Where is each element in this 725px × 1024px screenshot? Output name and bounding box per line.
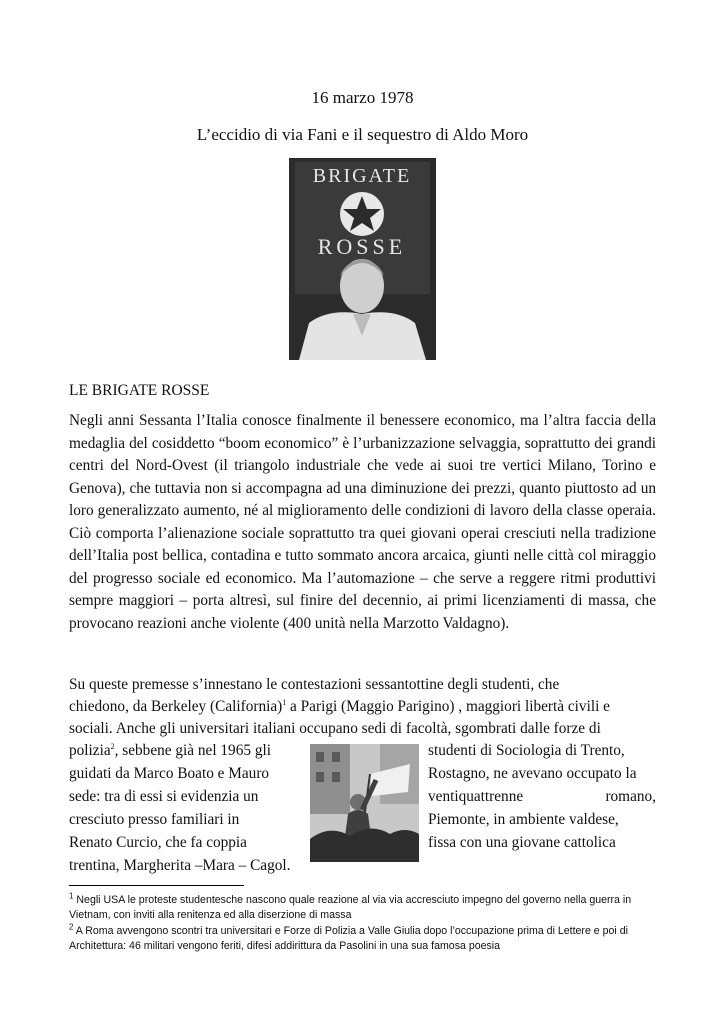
- left-col-line-6: trentina, Margherita –Mara – Cagol.: [69, 857, 291, 874]
- left-col-line-1b: , sebbene già nel 1965 gli: [114, 742, 271, 759]
- crowd-shape: [310, 828, 419, 862]
- aldo-moro-photo: [289, 158, 436, 360]
- banner-bottom-text: ROSSE: [317, 234, 407, 259]
- left-col-line-1a: polizia: [69, 742, 111, 759]
- paragraph-2-line-3-text: sociali. Anche gli universitari italiani occupano sedi di facoltà, sgombrati dalle forze di: [69, 720, 601, 737]
- footnote-divider: [69, 885, 244, 886]
- right-col-line-3: [428, 786, 656, 808]
- right-col-line-2: Rostagno, ne avevano occupato la: [428, 765, 637, 782]
- banner-top-text: BRIGATE: [312, 165, 412, 187]
- right-col-line-3b: romano,: [605, 788, 656, 805]
- section-heading: LE BRIGATE ROSSE: [69, 382, 210, 399]
- footnote-ref-1[interactable]: 1: [282, 697, 287, 707]
- paragraph-1: [69, 410, 656, 635]
- protest-photo: [310, 744, 419, 862]
- left-col-line-2: guidati da Marco Boato e Mauro: [69, 765, 270, 782]
- footnote-1-number: 1: [69, 891, 74, 901]
- paragraph-2-line-2b: a Parigi (Maggio Parigino) , maggiori libertà civili e: [286, 698, 610, 715]
- paragraph-2-line-2: [69, 696, 656, 718]
- right-col-line-4: Piemonte, in ambiente valdese,: [428, 811, 619, 828]
- footnote-2: [69, 924, 659, 953]
- footnote-2-number: 2: [69, 922, 74, 932]
- left-col-line-4: cresciuto presso familiari in: [69, 811, 240, 828]
- right-col-line-3a: ventiquattrenne: [428, 788, 524, 805]
- paragraph-2-line-1-text: Su queste premesse s’innestano le contestazioni sessantottine degli studenti, che: [69, 676, 560, 693]
- paragraph-1-text: Negli anni Sessanta l’Italia conosce finalmente il benessere economico, ma l’altra faccia della medaglia del cosiddetto “boom economico” è l’urbanizzazione selvaggia, soprattutto dei grandi centri del Nord-Ovest (il triangolo industriale che vede ai suoi tre vertici Milano, Torino e Genova), che tuttavia non si accompagna ad una diminuzione dei prezzi, quanto piuttosto ad un loro generalizzato aumento, né al miglioramento delle condizioni di lavoro della classe operaia. Ciò comporta l’alienazione sociale soprattutto tra quei giovani operai cresciuti nella tradizione dell’Italia post bellica, contadina e tutto sommato ancora arcaica, giunti nelle città col miraggio del progresso sociale ed economico. Ma l’automazione – che serve a reggere ritmi produttivi sempre maggiori – porta altresì, sul finire del decennio, ai primi licenziamenti di massa, che provocano reazioni anche violente (400 unità nella Marzotto Valdagno).: [69, 412, 656, 632]
- left-col-line-1: [69, 740, 271, 762]
- footnote-ref-2[interactable]: 2: [110, 741, 115, 751]
- paragraph-2-line-1: [69, 674, 656, 696]
- page-title: L’eccidio di via Fani e il sequestro di Aldo Moro: [196, 125, 529, 144]
- page-date: 16 marzo 1978: [311, 88, 414, 107]
- paragraph-2-line-2a: chiedono, da Berkeley (California): [69, 698, 283, 715]
- left-col-line-5: Renato Curcio, che fa coppia: [69, 834, 247, 851]
- paragraph-2-line-3: [69, 718, 656, 740]
- right-col-line-1: studenti di Sociologia di Trento,: [428, 742, 625, 759]
- footnote-2-text: A Roma avvengono scontri tra universitari e Forze di Polizia a Valle Giulia dopo l’occupazione prima di Lettere e poi di Architettura: 46 militari vengono feriti, difesi addirittura da Pasolini in una sua famosa poesia: [69, 925, 628, 952]
- footnote-1-text: Negli USA le proteste studentesche nascono quale reazione al via via accresciuto impegno del governo nella guerra in Vietnam, con inviti alla renitenza ed alla diserzione di massa: [69, 894, 632, 921]
- left-col-line-3: sede: tra di essi si evidenzia un: [69, 788, 259, 805]
- footnote-1: [69, 893, 659, 922]
- right-col-line-5: fissa con una giovane cattolica: [428, 834, 616, 851]
